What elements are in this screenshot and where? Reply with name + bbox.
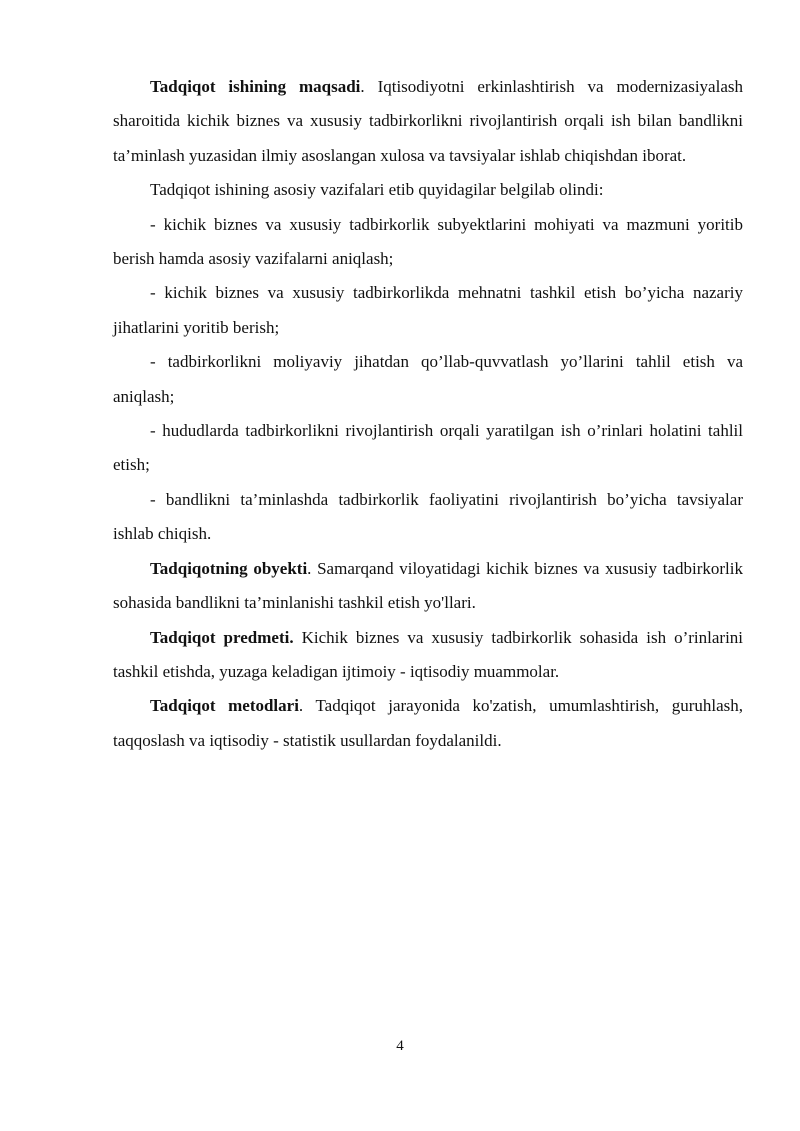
task-item-1: - kichik biznes va xususiy tadbirkorlik subyektlarini mohiyati va mazmuni yoritib berish hamda asosiy vazifalarni aniqlash; — [113, 214, 743, 269]
task-item-3: - tadbirkorlikni moliyaviy jihatdan qo’llab-quvvatlash yo’llarini tahlil etish va aniqlash; — [113, 352, 743, 406]
task-item-2: - kichik biznes va xususiy tadbirkorlikda mehnatni tashkil etish bo’yicha nazariy jihatlarini yoritib berish; — [113, 283, 743, 337]
methods-paragraph — [113, 689, 743, 758]
object-text: . Samarqand viloyatidagi kichik biznes va xususiy tadbirkorlik sohasida bandlikni ta’minlanishi tashkil etish yo'llari. — [113, 558, 743, 613]
goal-label: Tadqiqot ishining maqsadi — [150, 77, 361, 96]
goal-text: . Iqtisodiyotni erkinlashtirish va modernizasiyalash sharoitida kichik biznes va xususiy tadbirkorlikni rivojlantirish orqali ish bilan bandlikni ta’minlash yuzasidan ilmiy asoslangan xulosa va tavsiyalar ishlab chiqishdan iborat. — [113, 77, 743, 165]
subject-paragraph — [113, 621, 743, 690]
tasks-intro: Tadqiqot ishining asosiy vazifalari etib quyidagilar belgilab olindi: — [150, 180, 604, 200]
object-label: Tadqiqotning obyekti — [150, 558, 308, 578]
document-body — [113, 70, 743, 758]
task-item-5: - bandlikni ta’minlashda tadbirkorlik faoliyatini rivojlantirish bo’yicha tavsiyalar ishlab chiqish. — [113, 489, 743, 544]
goal-paragraph — [113, 70, 743, 173]
task-item-4: - hududlarda tadbirkorlikni rivojlantirish orqali yaratilgan ish o’rinlari holatini tahlil etish; — [113, 421, 743, 475]
subject-text: Kichik biznes va xususiy tadbirkorlik sohasida ish o’rinlarini tashkil etishda, yuzaga keladigan ijtimoiy - iqtisodiy muammolar. — [113, 627, 744, 681]
methods-text: . Tadqiqot jarayonida ko'zatish, umumlashtirish, guruhlash, taqqoslash va iqtisodiy - statistik usullardan foydalanildi. — [113, 696, 743, 750]
methods-label: Tadqiqot metodlari — [150, 696, 299, 716]
subject-label: Tadqiqot predmeti. — [150, 627, 294, 647]
page-number: 4 — [396, 1038, 404, 1054]
object-paragraph — [113, 552, 743, 621]
